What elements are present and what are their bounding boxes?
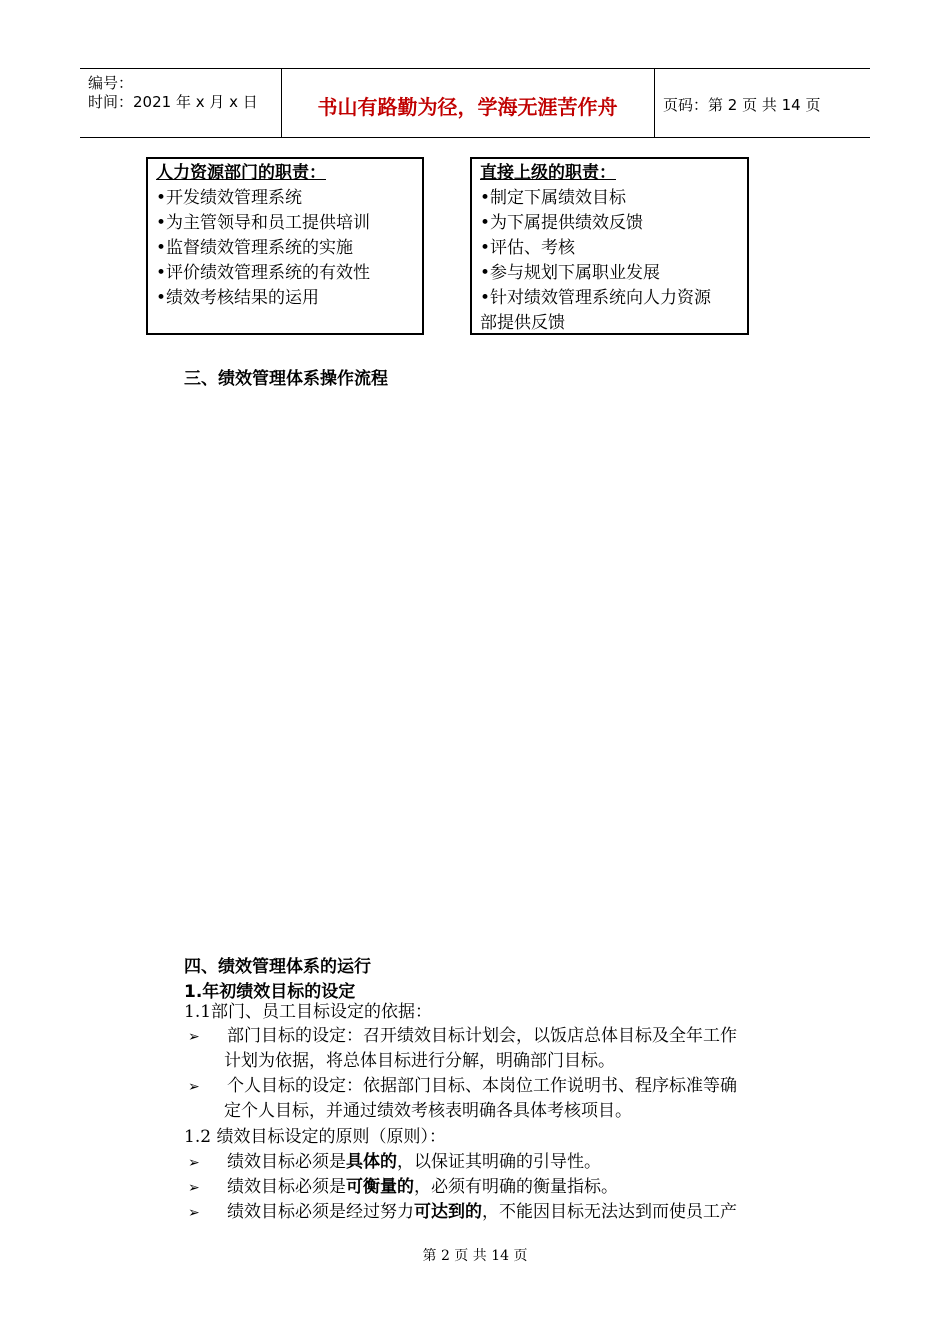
- arrow-bullet-icon: ➢: [188, 1180, 200, 1196]
- principle-specific: [227, 1150, 601, 1175]
- principle-achievable: [227, 1200, 737, 1225]
- arrow-bullet-icon: ➢: [188, 1079, 200, 1095]
- page-header: [80, 68, 870, 138]
- supervisor-duty-item: 部提供反馈: [480, 313, 565, 333]
- hr-duty-item: •评价绩效管理系统的有效性: [156, 263, 371, 283]
- header-right-cell: [654, 69, 870, 137]
- number-label: 编号：: [88, 74, 134, 92]
- principle-text: 绩效目标必须是: [227, 1177, 346, 1197]
- principle-text: ，不能因目标无法达到而使员工产: [482, 1202, 737, 1222]
- supervisor-duty-item: •制定下属绩效目标: [480, 188, 627, 208]
- time-label: 时间：2021 年 x 月 x 日: [88, 93, 258, 111]
- section3-heading: 三、绩效管理体系操作流程: [184, 369, 388, 389]
- arrow-bullet-icon: ➢: [188, 1205, 200, 1221]
- principle-text: 绩效目标必须是经过努力: [227, 1202, 414, 1222]
- hr-duty-item: •开发绩效管理系统: [156, 188, 303, 208]
- person-goal-line1: 个人目标的设定：依据部门目标、本岗位工作说明书、程序标准等确: [227, 1076, 737, 1096]
- section4-heading: 四、绩效管理体系的运行: [184, 957, 371, 977]
- hr-duty-item: •绩效考核结果的运用: [156, 288, 320, 308]
- hr-duties-title: 人力资源部门的职责：: [156, 163, 326, 183]
- principle-measurable: [227, 1175, 618, 1200]
- hr-duties-box: [146, 157, 424, 335]
- arrow-bullet-icon: ➢: [188, 1029, 200, 1045]
- supervisor-duty-item: •评估、考核: [480, 238, 576, 258]
- principle-keyword: 具体的: [346, 1152, 397, 1172]
- subsection-1-1-heading: 1.1部门、员工目标设定的依据：: [184, 1002, 433, 1022]
- supervisor-duty-item: •为下属提供绩效反馈: [480, 213, 644, 233]
- hr-duty-item: •监督绩效管理系统的实施: [156, 238, 354, 258]
- arrow-bullet-icon: ➢: [188, 1155, 200, 1171]
- principle-keyword: 可达到的: [414, 1202, 482, 1222]
- supervisor-duties-box: [470, 157, 749, 335]
- supervisor-duties-title: 直接上级的职责：: [480, 163, 616, 183]
- supervisor-duty-item: •针对绩效管理系统向人力资源: [480, 288, 712, 308]
- dept-goal-line1: 部门目标的设定：召开绩效目标计划会，以饭店总体目标及全年工作: [227, 1026, 737, 1046]
- subsection-1-heading: 1.年初绩效目标的设定: [184, 982, 356, 1002]
- hr-duty-item: •为主管领导和员工提供培训: [156, 213, 371, 233]
- page-label: 页码：第 2 页 共 14 页: [663, 96, 821, 114]
- header-left-cell: [80, 69, 282, 137]
- subsection-1-2-heading: 1.2 绩效目标设定的原则（原则）：: [184, 1127, 446, 1147]
- supervisor-duty-item: •参与规划下属职业发展: [480, 263, 661, 283]
- header-mid-cell: [281, 69, 655, 137]
- principle-keyword: 可衡量的: [346, 1177, 414, 1197]
- principle-text: ，以保证其明确的引导性。: [397, 1152, 601, 1172]
- principle-text: 绩效目标必须是: [227, 1152, 346, 1172]
- person-goal-line2: 定个人目标，并通过绩效考核表明确各具体考核项目。: [224, 1101, 632, 1121]
- dept-goal-line2: 计划为依据，将总体目标进行分解，明确部门目标。: [224, 1051, 615, 1071]
- page-footer: 第 2 页 共 14 页: [422, 1248, 528, 1264]
- principle-text: ，必须有明确的衡量指标。: [414, 1177, 618, 1197]
- motto: 书山有路勤为径，学海无涯苦作舟: [317, 95, 618, 119]
